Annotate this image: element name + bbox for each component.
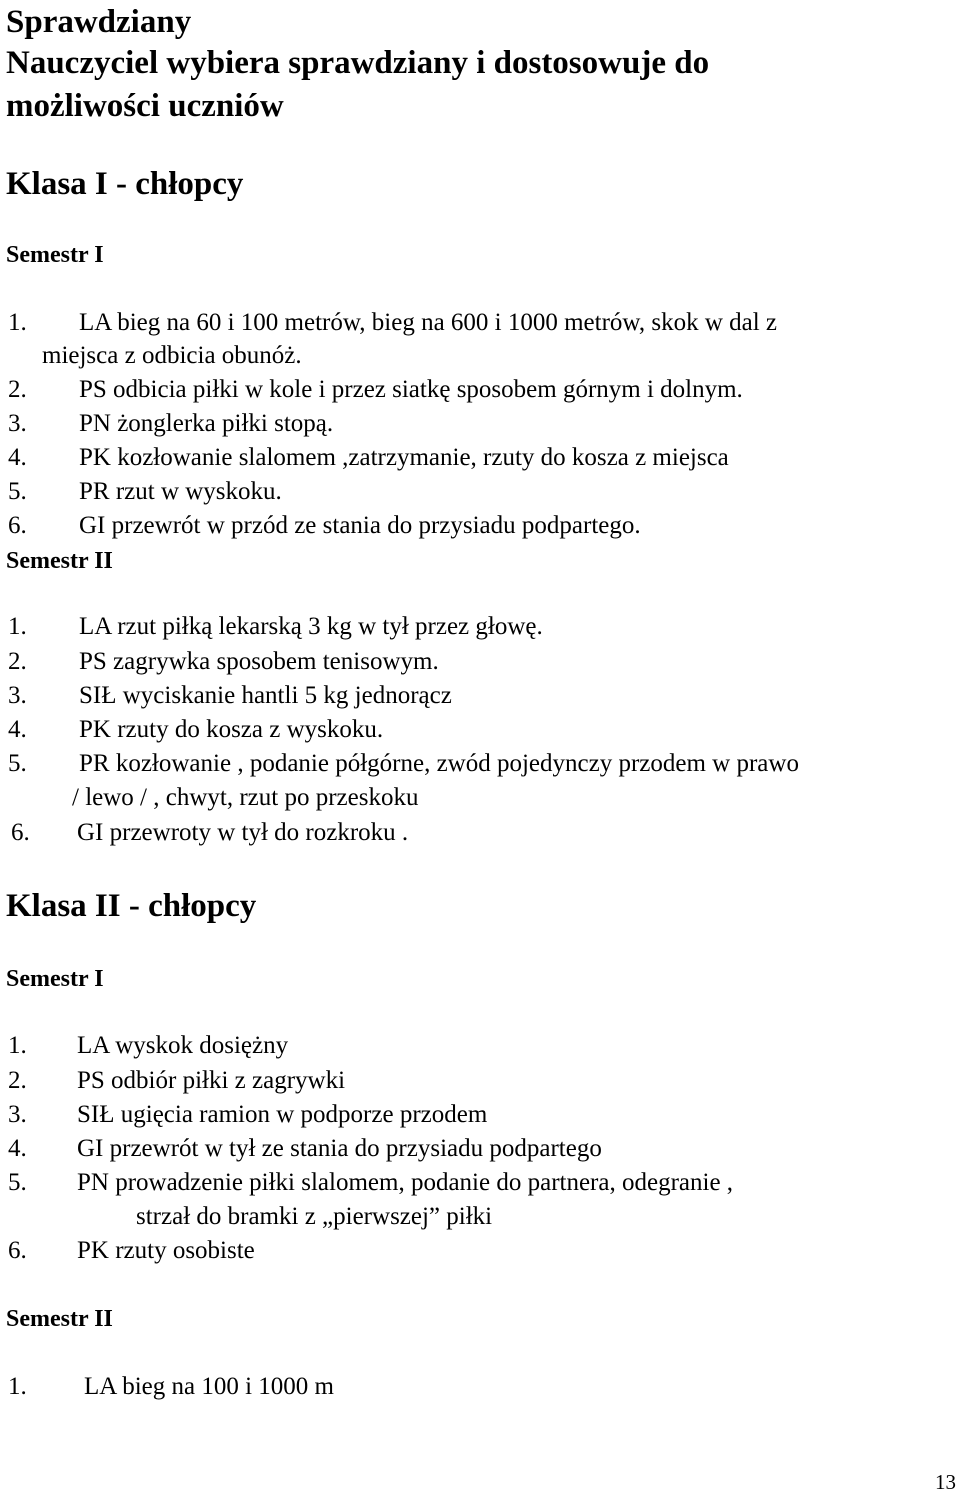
klasa-2-semestr-1-heading: Semestr I (6, 966, 104, 992)
list-item-continuation: / lewo / , chwyt, rzut po przeskoku (72, 784, 419, 811)
klasa-1-semestr-1-heading: Semestr I (6, 242, 104, 268)
klasa-2-semestr-2-heading: Semestr II (6, 1306, 113, 1332)
document-title-line-3: możliwości uczniów (6, 88, 284, 124)
klasa-2-heading: Klasa II - chłopcy (6, 888, 257, 924)
document-title-line-2: Nauczyciel wybiera sprawdziany i dostosowuje do (6, 45, 710, 81)
document-title-line-1: Sprawdziany (6, 4, 192, 40)
page-number: 13 (935, 1470, 956, 1494)
klasa-1-heading: Klasa I - chłopcy (6, 166, 244, 202)
list-item-continuation: miejsca z odbicia obunóż. (42, 342, 302, 369)
list-item-continuation: strzał do bramki z „pierwszej” piłki (136, 1203, 493, 1230)
klasa-1-semestr-2-heading: Semestr II (6, 548, 113, 574)
